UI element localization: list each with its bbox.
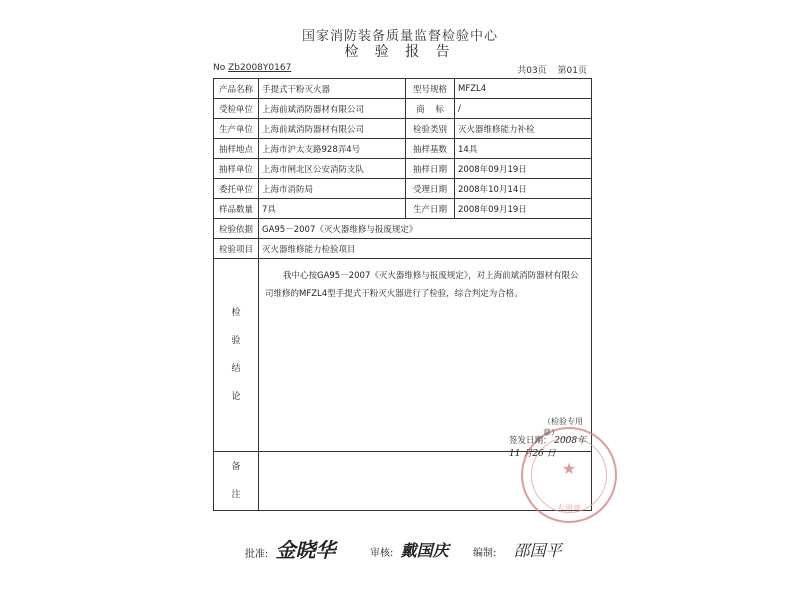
report-number (213, 63, 291, 73)
row-label: 样品数量 (214, 199, 259, 219)
review-sig: 戴国庆 (400, 541, 449, 560)
seal-star-icon: ★ (561, 459, 577, 478)
approve-label: 批准: (245, 549, 269, 560)
row-label: 抽样单位 (214, 159, 259, 179)
row-label: 型号规格 (406, 79, 455, 99)
table-row (214, 79, 592, 99)
row-value: 上海市消防局 (259, 179, 406, 199)
row-value: MFZL4 (455, 79, 592, 99)
row-value: 上海前斌消防器材有限公司 (259, 99, 406, 119)
items-label: 检验项目 (214, 239, 259, 259)
row-label: 抽样地点 (214, 139, 259, 159)
row-value: 灭火器维修能力补检 (455, 119, 592, 139)
row-value: / (455, 99, 592, 119)
sign-date-label: 签发日期： (509, 436, 552, 446)
seal-text: 专用章 (557, 504, 581, 513)
row-label: 商 标 (406, 99, 455, 119)
review-signature (370, 538, 449, 561)
row-label: 生产日期 (406, 199, 455, 219)
items-row (214, 239, 592, 259)
row-label: 产品名称 (214, 79, 259, 99)
row-value: 7具 (259, 199, 406, 219)
row-label: 抽样基数 (406, 139, 455, 159)
row-value: 上海市闸北区公安消防支队 (259, 159, 406, 179)
row-value: 2008年09月19日 (455, 199, 592, 219)
row-value: 上海市沪太支路928弄4号 (259, 139, 406, 159)
page-indicator (509, 63, 587, 76)
basis-label: 检验依据 (214, 219, 259, 239)
table-row (214, 199, 592, 219)
row-label: 受理日期 (406, 179, 455, 199)
row-value: 2008年09月19日 (455, 159, 592, 179)
row-value: 2008年10月14日 (455, 179, 592, 199)
row-label: 检验类别 (406, 119, 455, 139)
pages-total: 共03页 (517, 66, 547, 76)
table-row (214, 99, 592, 119)
items-value: 灭火器维修能力检验项目 (259, 239, 592, 259)
conclusion-row (214, 259, 592, 452)
row-label: 受检单位 (214, 99, 259, 119)
stamp-label: （检验专用章） (543, 417, 583, 437)
approve-sig: 金晓华 (275, 538, 336, 562)
org-title: 国家消防装备质量监督检验中心 (301, 29, 498, 44)
approve-signature (245, 534, 336, 563)
remarks-label: 备 注 (214, 452, 259, 511)
basis-value: GA95－2007《灭火器维修与报废规定》 (259, 219, 592, 239)
row-label: 委托单位 (214, 179, 259, 199)
row-value: 14具 (455, 139, 592, 159)
report-number-label: No (213, 63, 226, 73)
prepare-signature (473, 538, 562, 561)
page-current: 第01页 (557, 66, 587, 76)
row-value: 上海前斌消防器材有限公司 (259, 119, 406, 139)
conclusion-cell (259, 259, 592, 513)
table-row (214, 179, 592, 199)
prepare-label: 编制: (473, 548, 497, 559)
report-title: 检 验 报 告 (344, 44, 456, 60)
row-label: 生产单位 (214, 119, 259, 139)
conclusion-text: 我中心按GA95－2007《灭火器维修与报废规定》，对上海前斌消防器材有限公司维修的MFZL4型手提式干粉灭火器进行了检验，综合判定为合格。 (265, 271, 579, 299)
report-number-value: Zb2008Y0167 (228, 63, 292, 73)
conclusion-label: 检 验 结 论 (214, 259, 259, 452)
review-label: 审核: (370, 548, 394, 559)
prepare-sig: 邵国平 (513, 541, 562, 560)
row-value: 手提式干粉灭火器 (259, 79, 406, 99)
report-table (213, 78, 592, 511)
table-row (214, 139, 592, 159)
basis-row (214, 219, 592, 239)
sign-date (509, 433, 591, 459)
table-row (214, 159, 592, 179)
row-label: 抽样日期 (406, 159, 455, 179)
sign-date-value: 2008年 11 月26 日 (509, 436, 587, 459)
table-row (214, 119, 592, 139)
